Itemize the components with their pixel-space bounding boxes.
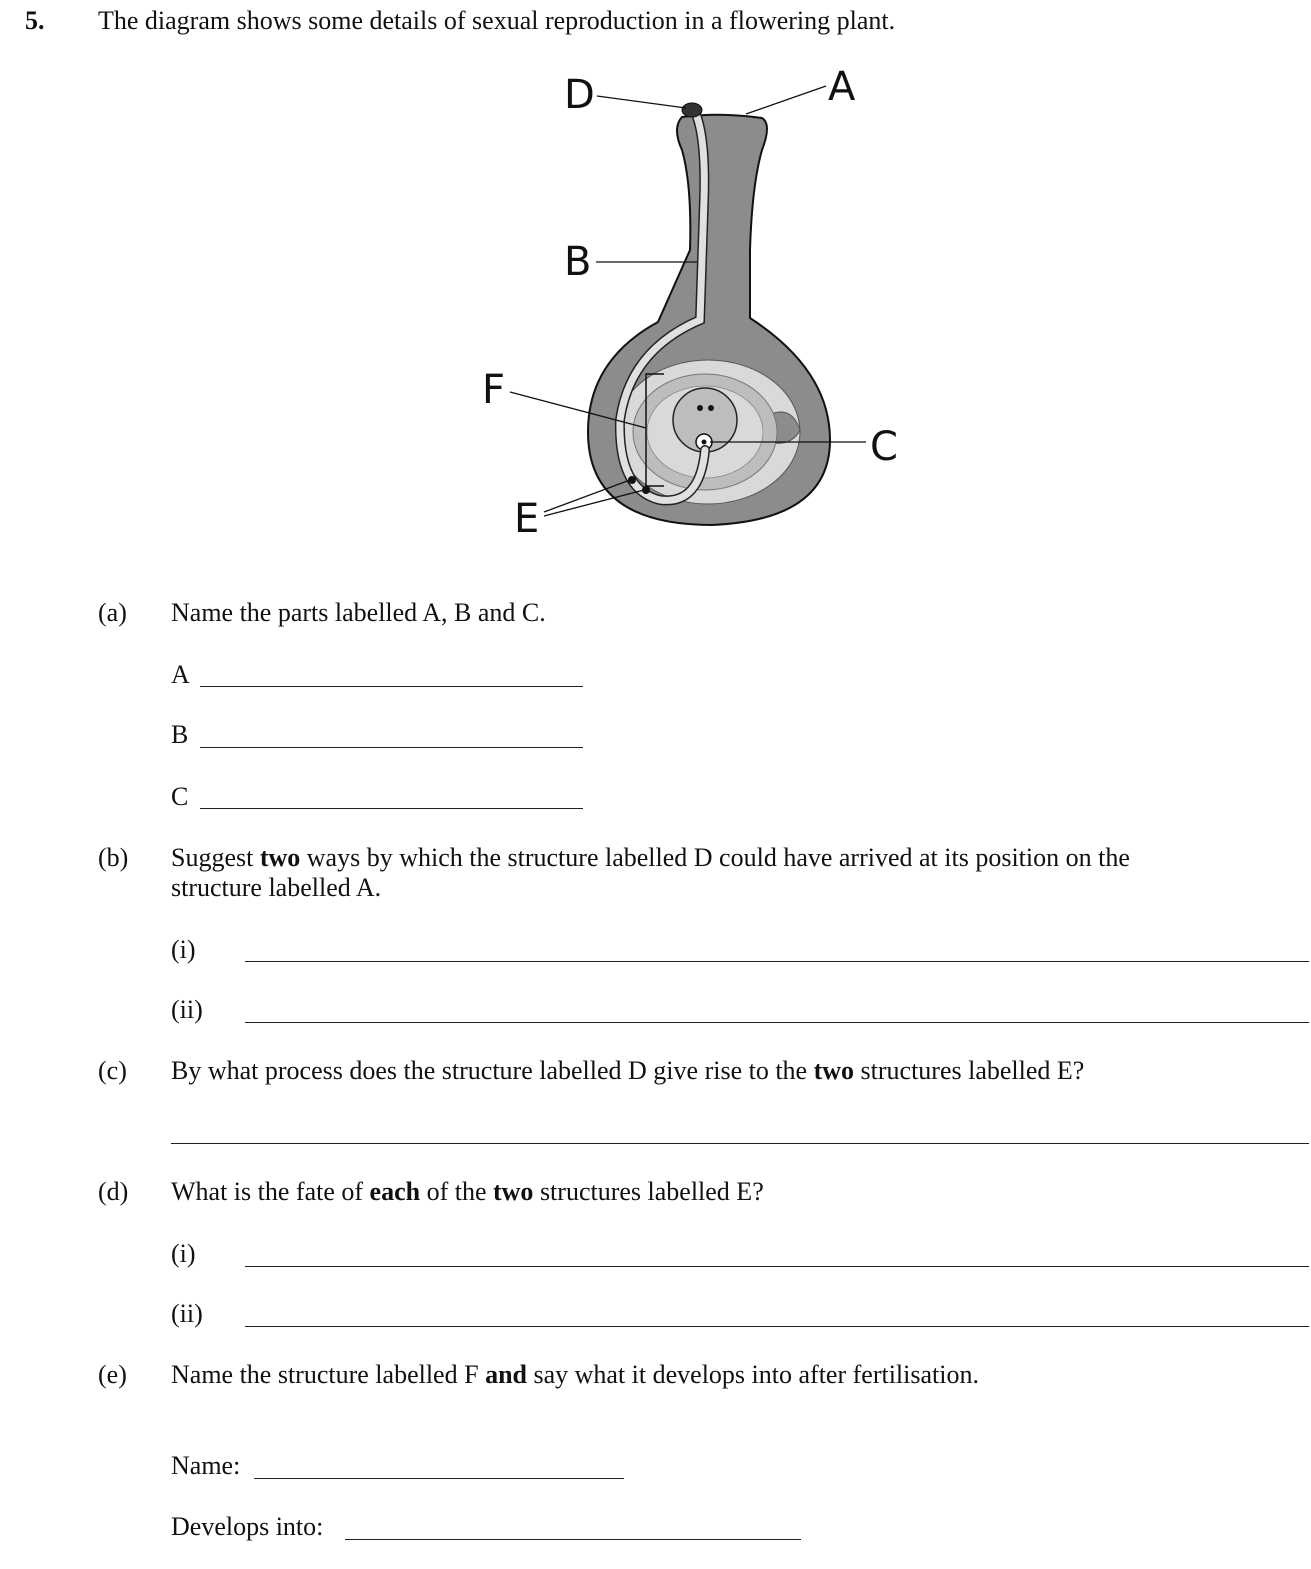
question-number: 5.	[25, 6, 45, 35]
answer-a-letter: A	[171, 660, 190, 689]
part-d-ii-line[interactable]	[245, 1326, 1309, 1327]
part-b-sub-i: (i)	[171, 935, 196, 964]
part-e-name-line[interactable]	[254, 1478, 624, 1479]
answer-c-line[interactable]	[200, 808, 583, 809]
polar-nucleus	[697, 405, 703, 411]
label-b: B	[564, 239, 592, 285]
label-e: E	[514, 496, 540, 542]
part-b-label: (b)	[98, 843, 129, 872]
part-e-develops-line[interactable]	[345, 1539, 801, 1540]
question-stem: The diagram shows some details of sexual reproduction in a flowering plant.	[98, 6, 896, 35]
label-f: F	[482, 367, 506, 413]
label-c: C	[870, 424, 898, 470]
part-b-i-line[interactable]	[245, 961, 1309, 962]
part-b-sub-ii: (ii)	[171, 995, 203, 1024]
part-d-sub-ii: (ii)	[171, 1299, 203, 1328]
part-e-text: Name the structure labelled F and say what it develops into after fertilisation.	[171, 1360, 979, 1389]
part-d-text: What is the fate of each of the two structures labelled E?	[171, 1177, 764, 1206]
label-d: D	[564, 72, 595, 118]
part-e-label: (e)	[98, 1360, 127, 1389]
part-b-ii-line[interactable]	[245, 1022, 1309, 1023]
part-e-develops-label: Develops into:	[171, 1512, 324, 1541]
part-d-label: (d)	[98, 1177, 129, 1206]
carpel-diagram	[0, 55, 1311, 555]
answer-a-line[interactable]	[200, 686, 583, 687]
pollen-grain	[682, 103, 702, 117]
part-e-name-label: Name:	[171, 1451, 241, 1480]
label-a: A	[828, 64, 856, 110]
part-a-text: Name the parts labelled A, B and C.	[171, 598, 546, 627]
answer-b-line[interactable]	[200, 747, 583, 748]
part-b-text: Suggest two ways by which the structure labelled D could have arrived at its position on the	[171, 843, 1130, 872]
part-c-label: (c)	[98, 1056, 127, 1085]
part-d-i-line[interactable]	[245, 1266, 1309, 1267]
part-a-label: (a)	[98, 598, 127, 627]
part-b-text-line2: structure labelled A.	[171, 873, 382, 902]
part-c-line[interactable]	[171, 1143, 1309, 1144]
part-d-sub-i: (i)	[171, 1239, 196, 1268]
answer-c-letter: C	[171, 782, 189, 811]
part-c-text: By what process does the structure labelled D give rise to the two structures labelled E?	[171, 1056, 1085, 1085]
answer-b-letter: B	[171, 720, 189, 749]
